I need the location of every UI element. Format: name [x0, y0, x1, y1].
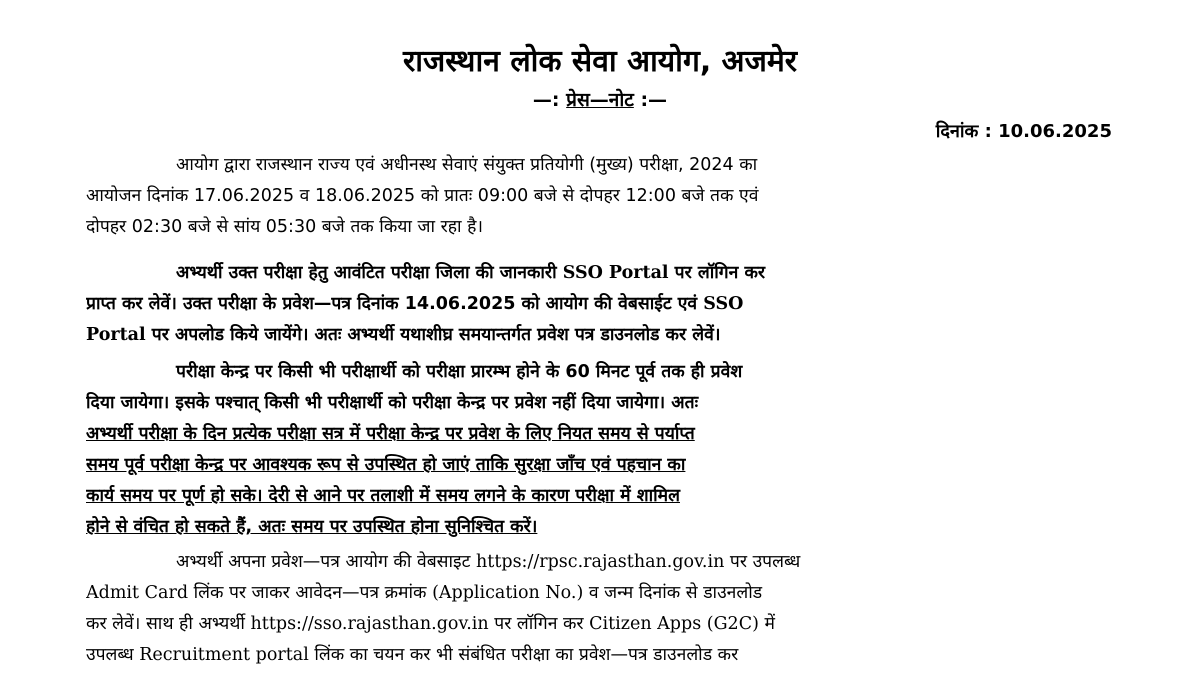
paragraph-line [86, 512, 1112, 543]
paragraph-line [86, 320, 1112, 351]
paragraph-line: आयोजन दिनांक 17.06.2025 व 18.06.2025 को प्रातः 09:00 बजे से दोपहर 12:00 बजे तक एवं [86, 186, 759, 206]
text-run: अभ्यर्थी अपना प्रवेश—पत्र आयोग की वेबसाइट [176, 552, 477, 572]
text-run: कर लेवें। साथ ही अभ्यर्थी [86, 614, 251, 634]
paragraph-line: परीक्षा केन्द्र पर किसी भी परीक्षार्थी को परीक्षा प्रारम्भ होने के 60 मिनट पूर्व तक ही प्रवेश [176, 362, 743, 382]
underlined-line: अभ्यर्थी परीक्षा के दिन प्रत्येक परीक्षा सत्र में परीक्षा केन्द्र पर प्रवेश के लिए नियत समय से पर्याप्त [86, 424, 695, 444]
text-run: पर लॉगिन कर [488, 614, 590, 634]
paragraph-line [86, 609, 1112, 640]
recruitment-portal-text: Recruitment portal [139, 645, 309, 665]
text-run: व जन्म दिनांक से डाउनलोड [583, 583, 763, 603]
sso-website-link[interactable]: https://sso.rajasthan.gov.in [250, 614, 489, 634]
underlined-line: समय पूर्व परीक्षा केन्द्र पर आवश्यक रूप से उपस्थित हो जाएं ताकि सुरक्षा जाँच एवं पहचान का [86, 455, 686, 475]
admit-card-text: Admit Card [86, 583, 189, 603]
text-run: अभ्यर्थी उक्त परीक्षा हेतु आवंटित परीक्षा जिला की जानकारी [176, 263, 563, 283]
paragraph-entry-rules [86, 357, 1112, 543]
press-note-date: दिनांक : 10.06.2025 [935, 121, 1112, 142]
heading-dash-left: —: [532, 89, 567, 111]
rpsc-website-link[interactable]: https://rpsc.rajasthan.gov.in [476, 552, 725, 572]
sso-portal-text: SSO Portal [562, 263, 669, 283]
text-run: प्राप्त कर लेवें। उक्त परीक्षा के प्रवेश—पत्र दिनांक 14.06.2025 को आयोग की वेबसाईट एवं [86, 294, 704, 314]
paragraph-admit-card-info [86, 258, 1112, 351]
text-run: पर उपलब्ध [724, 552, 801, 572]
application-no-text: (Application No.) [432, 583, 584, 603]
paragraph-line [86, 547, 1112, 578]
citizen-apps-text: Citizen Apps (G2C) [589, 614, 759, 634]
sso-text: SSO [703, 294, 744, 314]
text-run: लिंक पर जाकर आवेदन—पत्र क्रमांक [188, 583, 433, 603]
paragraph-line: आयोग द्वारा राजस्थान राज्य एवं अधीनस्थ सेवाएं संयुक्त प्रतियोगी (मुख्य) परीक्षा, 2024 का [176, 155, 758, 175]
paragraph-line: दिया जायेगा। इसके पश्चात् किसी भी परीक्षार्थी को परीक्षा केन्द्र पर प्रवेश नहीं दिया जायेगा। अतः [86, 393, 699, 413]
paragraph-line: दोपहर 02:30 बजे से सांय 05:30 बजे तक किया जा रहा है। [86, 217, 484, 237]
paragraph-line [86, 258, 1112, 289]
text-run: पर लॉगिन कर [668, 263, 766, 283]
underlined-line: होने से वंचित हो सकते हैं, अतः समय पर उपस्थित होना सुनिश्चित करें। [86, 517, 538, 537]
portal-text: Portal [86, 325, 146, 345]
text-run: पर अपलोड किये जायेंगे। अतः अभ्यर्थी यथाशीघ्र समयान्तर्गत प्रवेश पत्र डाउनलोड कर लेवें। [145, 325, 721, 345]
page-title: राजस्थान लोक सेवा आयोग, अजमेर [402, 44, 798, 79]
paragraph-download-instructions [86, 547, 1112, 671]
press-note-heading [0, 86, 1200, 114]
underlined-line: कार्य समय पर पूर्ण हो सके। देरी से आने पर तलाशी में समय लगने के कारण परीक्षा में शामिल [86, 486, 680, 506]
text-run: उपलब्ध [86, 645, 140, 665]
paragraph-line [86, 289, 1112, 320]
paragraph-line [86, 640, 1112, 671]
text-run: में [758, 614, 775, 634]
heading-dash-right: :— [633, 89, 668, 111]
paragraph-line [86, 578, 1112, 609]
paragraph-exam-schedule [86, 150, 1112, 243]
text-run: लिंक का चयन कर भी संबंधित परीक्षा का प्रवेश—पत्र डाउनलोड कर [308, 645, 739, 665]
heading-text: प्रेस—नोट [566, 89, 634, 111]
